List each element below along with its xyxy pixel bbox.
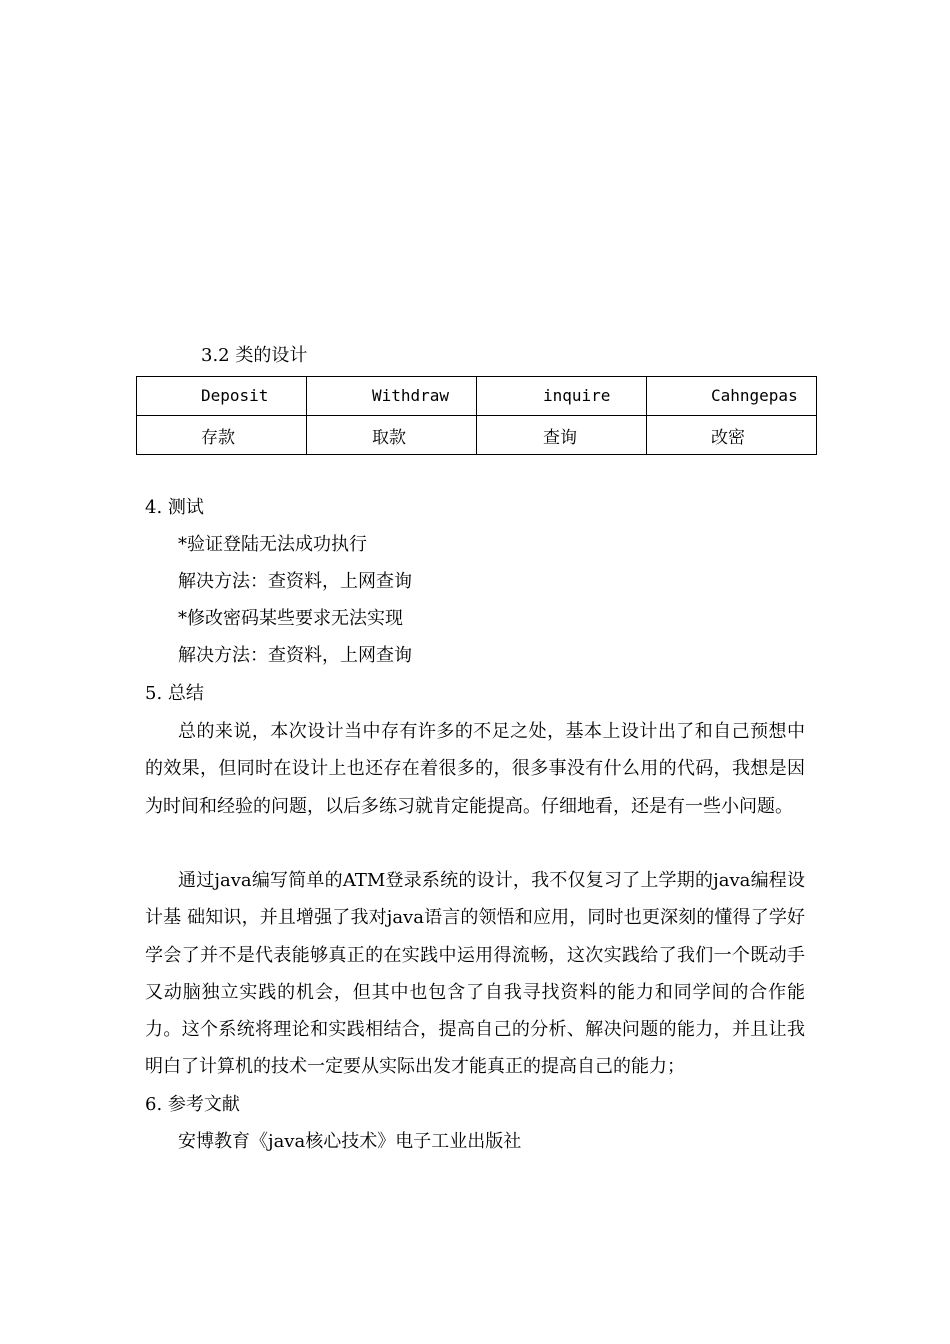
test-solution: 解决方法：查资料，上网查询 bbox=[178, 571, 412, 592]
table-cell bbox=[647, 377, 817, 416]
method-name: Deposit bbox=[201, 386, 269, 405]
method-meaning: 查询 bbox=[543, 427, 577, 448]
reference-entry: 安博教育《java核心技术》电子工业出版社 bbox=[178, 1131, 522, 1152]
section-4-heading: 4. 测试 bbox=[145, 497, 204, 518]
section-6-heading: 6. 参考文献 bbox=[145, 1094, 240, 1115]
section-3-2-title: 3.2 类的设计 bbox=[201, 345, 308, 366]
method-name: Cahngepas bbox=[711, 386, 798, 405]
summary-paragraph: 通过java编写简单的ATM登录系统的设计，我不仅复习了上学期的java编程设计基 础知识，并且增强了我对java语言的领悟和应用，同时也更深刻的懂得了学好学会了并不是代表能够真正的在实践中运用得流畅，这次实践给了我们一个既动手又动脑独立实践的机会，但其中也包含了自我寻找资料的能力和同学间的合作能力。这个系统将理论和实践相结合，提高自己的分析、解决问题的能力，并且让我明白了计算机的技术一定要从实际出发才能真正的提高自己的能力； bbox=[145, 870, 805, 1078]
method-name: Withdraw bbox=[372, 386, 450, 405]
section-5-heading: 5. 总结 bbox=[145, 683, 204, 704]
test-item: *修改密码某些要求无法实现 bbox=[178, 608, 403, 629]
table-row bbox=[137, 377, 817, 416]
method-meaning: 存款 bbox=[201, 427, 235, 448]
method-meaning: 改密 bbox=[711, 427, 745, 448]
table-cell bbox=[307, 416, 477, 455]
table-cell bbox=[477, 416, 647, 455]
table-cell bbox=[647, 416, 817, 455]
table-cell bbox=[137, 377, 307, 416]
method-meaning: 取款 bbox=[372, 427, 406, 448]
table-cell bbox=[477, 377, 647, 416]
summary-paragraph: 总的来说，本次设计当中存有许多的不足之处，基本上设计出了和自己预想中的效果，但同时在设计上也还存在着很多的，很多事没有什么用的代码，我想是因为时间和经验的问题，以后多练习就肯定能提高。仔细地看，还是有一些小问题。 bbox=[145, 721, 805, 817]
table-cell bbox=[137, 416, 307, 455]
class-design-table bbox=[136, 376, 817, 455]
test-solution: 解决方法：查资料，上网查询 bbox=[178, 645, 412, 666]
test-item: *验证登陆无法成功执行 bbox=[178, 534, 367, 555]
table-row bbox=[137, 416, 817, 455]
method-name: inquire bbox=[543, 386, 611, 405]
table-cell bbox=[307, 377, 477, 416]
